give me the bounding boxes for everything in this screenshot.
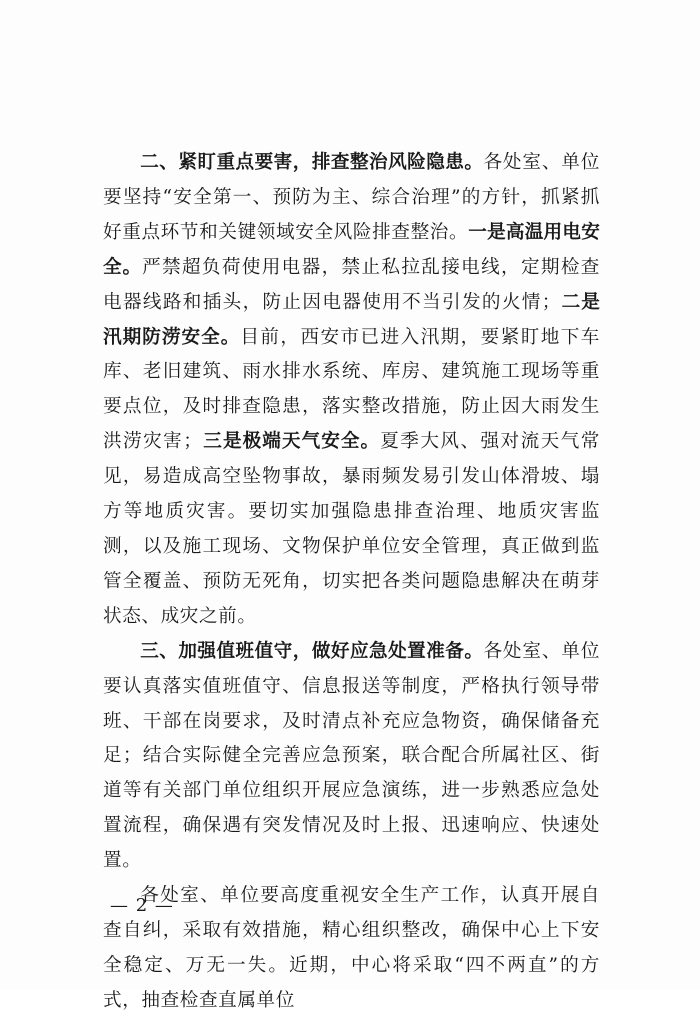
section-two-heading: 二、紧盯重点要害，排查整治风险隐患。 xyxy=(140,152,484,173)
section-three-text: 各处室、单位要认真落实值班值守、信息报送等制度，严格执行领导带班、干部在岗要求，及时清点补充应急物资，确保储备充足；结合实际健全完善应急预案，联合配合所属社区、街道等有关部门单位组织开展应急演练，进一步熟悉应急处置流程，确保遇有突发情况及时上报、迅速响应、快速处置。 xyxy=(103,640,600,872)
closing-paragraph: 各处室、单位要高度重视安全生产工作，认真开展自查自纠，采取有效措施，精心组织整改，确保中心上下安全稳定、万无一失。近期，中心将采取“四不两直”的方式，抽查检查直属单位 xyxy=(103,885,600,1011)
document-body xyxy=(103,146,600,1019)
item-flood-season: 二是汛期防涝安全。 xyxy=(103,291,600,348)
section-three-heading: 三、加强值班值守，做好应急处置准备。 xyxy=(140,640,484,662)
section-two-text-3: 目前，西安市已进入汛期，要紧盯地下车库、老旧建筑、雨水排水系统、库房、建筑施工现场等重要点位，及时排查隐患，落实整改措施，防止因大雨发生洪涝灾害； xyxy=(103,326,600,453)
section-two-text-1: 各处室、单位要坚持“安全第一、预防为主、综合治理”的方针，抓紧抓好重点环节和关键领域安全风险排查整治。 xyxy=(103,152,600,243)
section-two-text-2: 严禁超负荷使用电器，禁止私拉乱接电线，定期检查电器线路和插头，防止因电器使用不当引发的火情； xyxy=(103,256,600,313)
section-two-text-4: 夏季大风、强对流天气常见，易造成高空坠物事故，暴雨频发易引发山体滑坡、塌方等地质灾害。要切实加强隐患排查治理、地质灾害监测，以及施工现场、文物保护单位安全管理，真正做到监管全覆盖、预防无死角，切实把各类问题隐患解决在萌芽状态、成灾之前。 xyxy=(103,431,600,627)
item-high-temp-electricity: 一是高温用电安全。 xyxy=(103,221,601,278)
section-three-paragraph xyxy=(103,635,600,879)
page-number: — 2 — xyxy=(110,895,174,916)
item-extreme-weather: 三是极端天气安全。 xyxy=(202,431,381,453)
section-two-paragraph xyxy=(103,146,600,635)
